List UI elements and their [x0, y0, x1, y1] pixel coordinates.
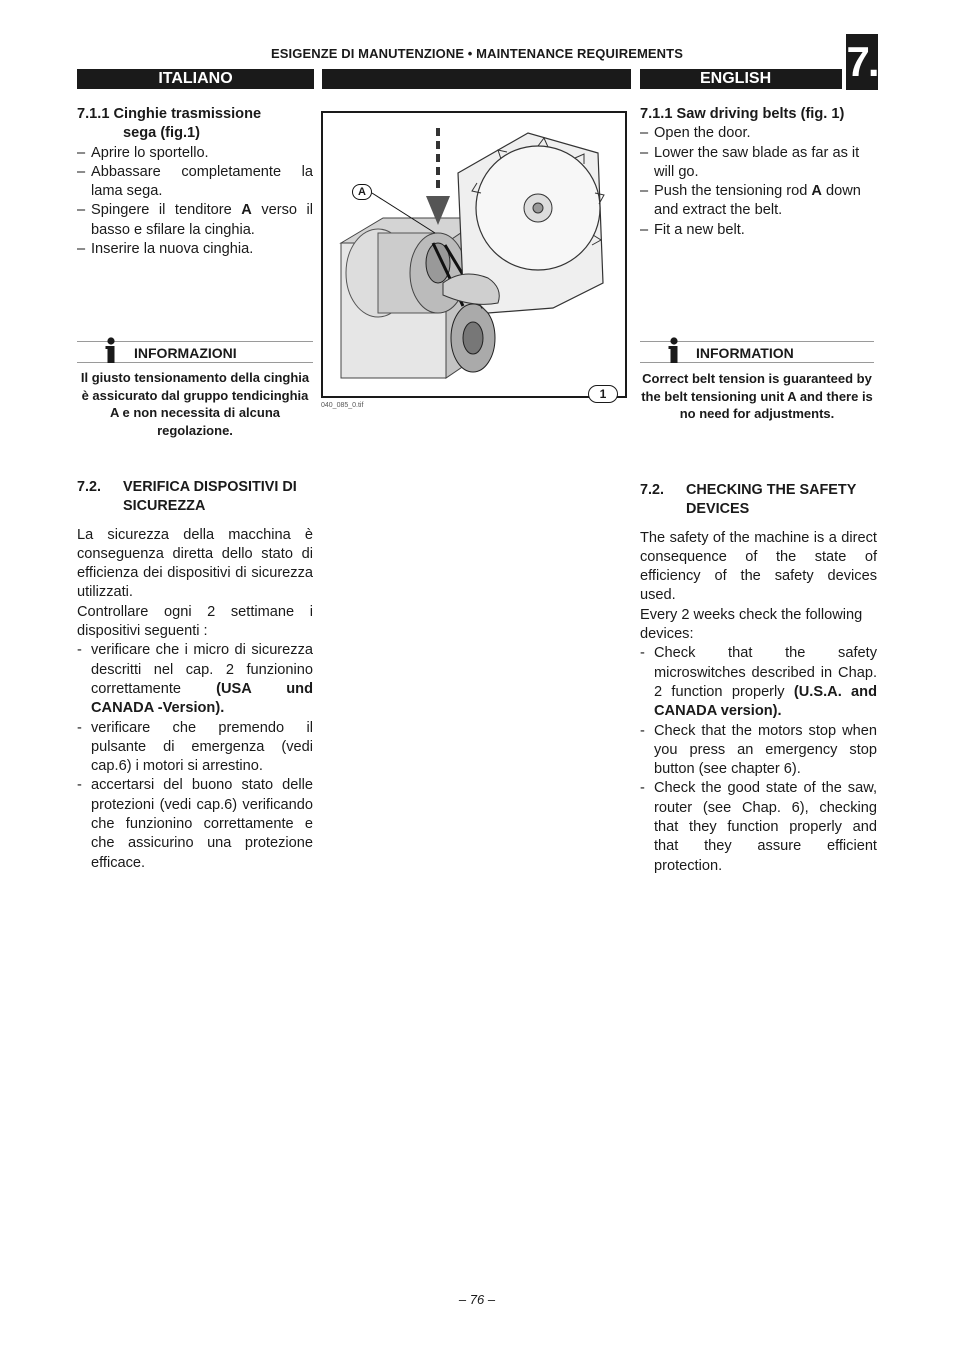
dash-marker: – [77, 163, 86, 180]
italian-step [77, 201, 313, 240]
page-header-title: ESIGENZE DI MANUTENZIONE • MAINTENANCE REQUIREMENTS [271, 46, 683, 61]
english-step [640, 124, 877, 143]
italian-info-box [77, 341, 313, 363]
italian-step [77, 163, 313, 202]
dash-marker: – [77, 241, 86, 258]
english-72-bullet [640, 722, 877, 780]
bullet-marker: - [77, 777, 82, 794]
italian-step-text: Aprire lo sportello. [91, 144, 209, 161]
english-step3-bold: A [811, 183, 822, 200]
english-72-bullet-3: Check the good state of the saw, router (see Chap. 6), checking that they function properly and that they assure efficient protection. [654, 780, 877, 874]
english-72-paragraph-2: Every 2 weeks check the following devices: [640, 606, 863, 643]
dash-marker: – [77, 144, 86, 161]
center-bar [322, 69, 631, 89]
english-section-72 [640, 481, 877, 876]
saw-belt-illustration [323, 113, 625, 396]
figure-file-code: 040_085_0.tif [321, 402, 364, 409]
bullet-marker: - [77, 719, 82, 736]
english-72-paragraph-1: The safety of the machine is a direct consequence of the state of efficiency of the safety devices used. [640, 529, 877, 604]
italian-step-text: Inserire la nuova cinghia. [91, 241, 254, 258]
italian-72-bullet [77, 719, 313, 777]
info-icon [667, 337, 681, 370]
english-72-b1-text: Check that the safety microswitches described in Chap. 2 function properly [654, 645, 877, 700]
english-72-bullet [640, 779, 877, 875]
italian-72-b1-bold: (USA und CANADA -Version). [91, 680, 313, 717]
dash-marker: – [77, 202, 86, 219]
dash-marker: – [640, 183, 649, 200]
bullet-marker: - [640, 645, 645, 662]
italian-language-bar [77, 69, 314, 89]
italian-72-paragraph-1: La sicurezza della macchina è conseguenza diretta dello stato di efficienza dei dispositivi di sicurezza utilizzati. [77, 526, 313, 601]
english-section-711 [640, 105, 877, 240]
english-72-bullet-1 [654, 644, 877, 721]
english-72-title: CHECKING THE SAFETY DEVICES [686, 482, 857, 518]
italian-72-title: VERIFICA DISPOSITIVI DI SICUREZZA [123, 479, 297, 515]
italian-step-text-3 [91, 201, 313, 240]
english-language-bar [640, 69, 842, 89]
english-info-label: INFORMATION [696, 345, 794, 361]
italian-bar-label: ITALIANO [158, 70, 233, 87]
italian-72-bullet-3: accertarsi del buono stato delle protezioni (vedi cap.6) verificando che funzionino correttamente e che assicurino una protezione efficace. [91, 777, 313, 871]
italian-72-bullet [77, 776, 313, 872]
italian-72-bullet-2: verificare che premendo il pulsante di emergenza (vedi cap.6) i motori si arrestino. [91, 719, 313, 775]
bullet-marker: - [77, 642, 82, 659]
english-bar-label: ENGLISH [700, 70, 772, 87]
italian-step3-text: Spingere il tenditore [91, 202, 242, 219]
dash-marker: – [640, 221, 649, 238]
english-72-number: 7.2. [640, 482, 665, 498]
italian-711-title-line1: 7.1.1 Cinghie trasmissione [77, 106, 262, 122]
italian-72-number: 7.2. [77, 479, 102, 495]
italian-72-b1-text: verificare che i micro di sicurezza descritti nel cap. 2 funzionino correttamente [91, 642, 313, 697]
italian-step-text: Abbassare completamente la lama sega. [91, 163, 313, 200]
italian-section-711 [77, 105, 313, 259]
bullet-marker: - [640, 780, 645, 797]
english-step [640, 182, 877, 221]
english-711-title: 7.1.1 Saw driving belts (fig. 1) [640, 106, 845, 122]
english-step3-text: Push the tensioning rod [654, 183, 812, 200]
english-step [640, 144, 877, 183]
english-step-text: Lower the saw blade as far as it will go. [654, 144, 860, 180]
english-step-text-3 [654, 182, 877, 221]
italian-info-label: INFORMAZIONI [134, 345, 237, 361]
italian-step3-rest: verso il basso e sfilare la cinghia. [91, 202, 314, 238]
italian-step [77, 240, 313, 259]
dash-marker: – [640, 144, 649, 161]
english-step3-rest: down and extract the belt. [654, 183, 861, 219]
english-step [640, 221, 877, 240]
italian-72-heading [77, 478, 313, 517]
english-72-heading [640, 481, 877, 520]
italian-711-title-line2: sega (fig.1) [123, 125, 201, 142]
chapter-number-badge: 7. [846, 34, 878, 90]
english-info-box [640, 341, 874, 363]
english-72-b1-bold: (U.S.A. and CANADA version). [654, 683, 877, 720]
italian-step3-bold: A [241, 202, 252, 219]
info-icon [104, 337, 118, 370]
italian-info-text: Il giusto tensionamento della cinghia è assicurato dal gruppo tendicinghia A e non necessita di alcuna regolazione. [80, 370, 310, 438]
figure-number-badge: 1 [588, 385, 618, 403]
page-number: – 76 – [458, 1292, 496, 1307]
english-72-bullet [640, 644, 877, 721]
english-step-text: Fit a new belt. [654, 221, 745, 238]
english-72-bullet-2: Check that the motors stop when you press an emergency stop button (see chapter 6). [654, 722, 877, 778]
dash-marker: – [640, 125, 649, 142]
italian-72-bullet [77, 641, 313, 718]
italian-72-paragraph-2: Controllare ogni 2 settimane i dispositivi seguenti : [77, 603, 313, 640]
italian-section-72 [77, 478, 313, 873]
italian-72-bullet-1 [91, 641, 313, 718]
english-step-text: Open the door. [654, 125, 751, 142]
callout-a-label: A [352, 184, 372, 200]
english-info-text: Correct belt tension is guaranteed by the belt tensioning unit A and there is no need for adjustments. [641, 371, 873, 421]
figure-1-frame [321, 111, 627, 398]
italian-step [77, 144, 313, 163]
bullet-marker: - [640, 722, 645, 739]
